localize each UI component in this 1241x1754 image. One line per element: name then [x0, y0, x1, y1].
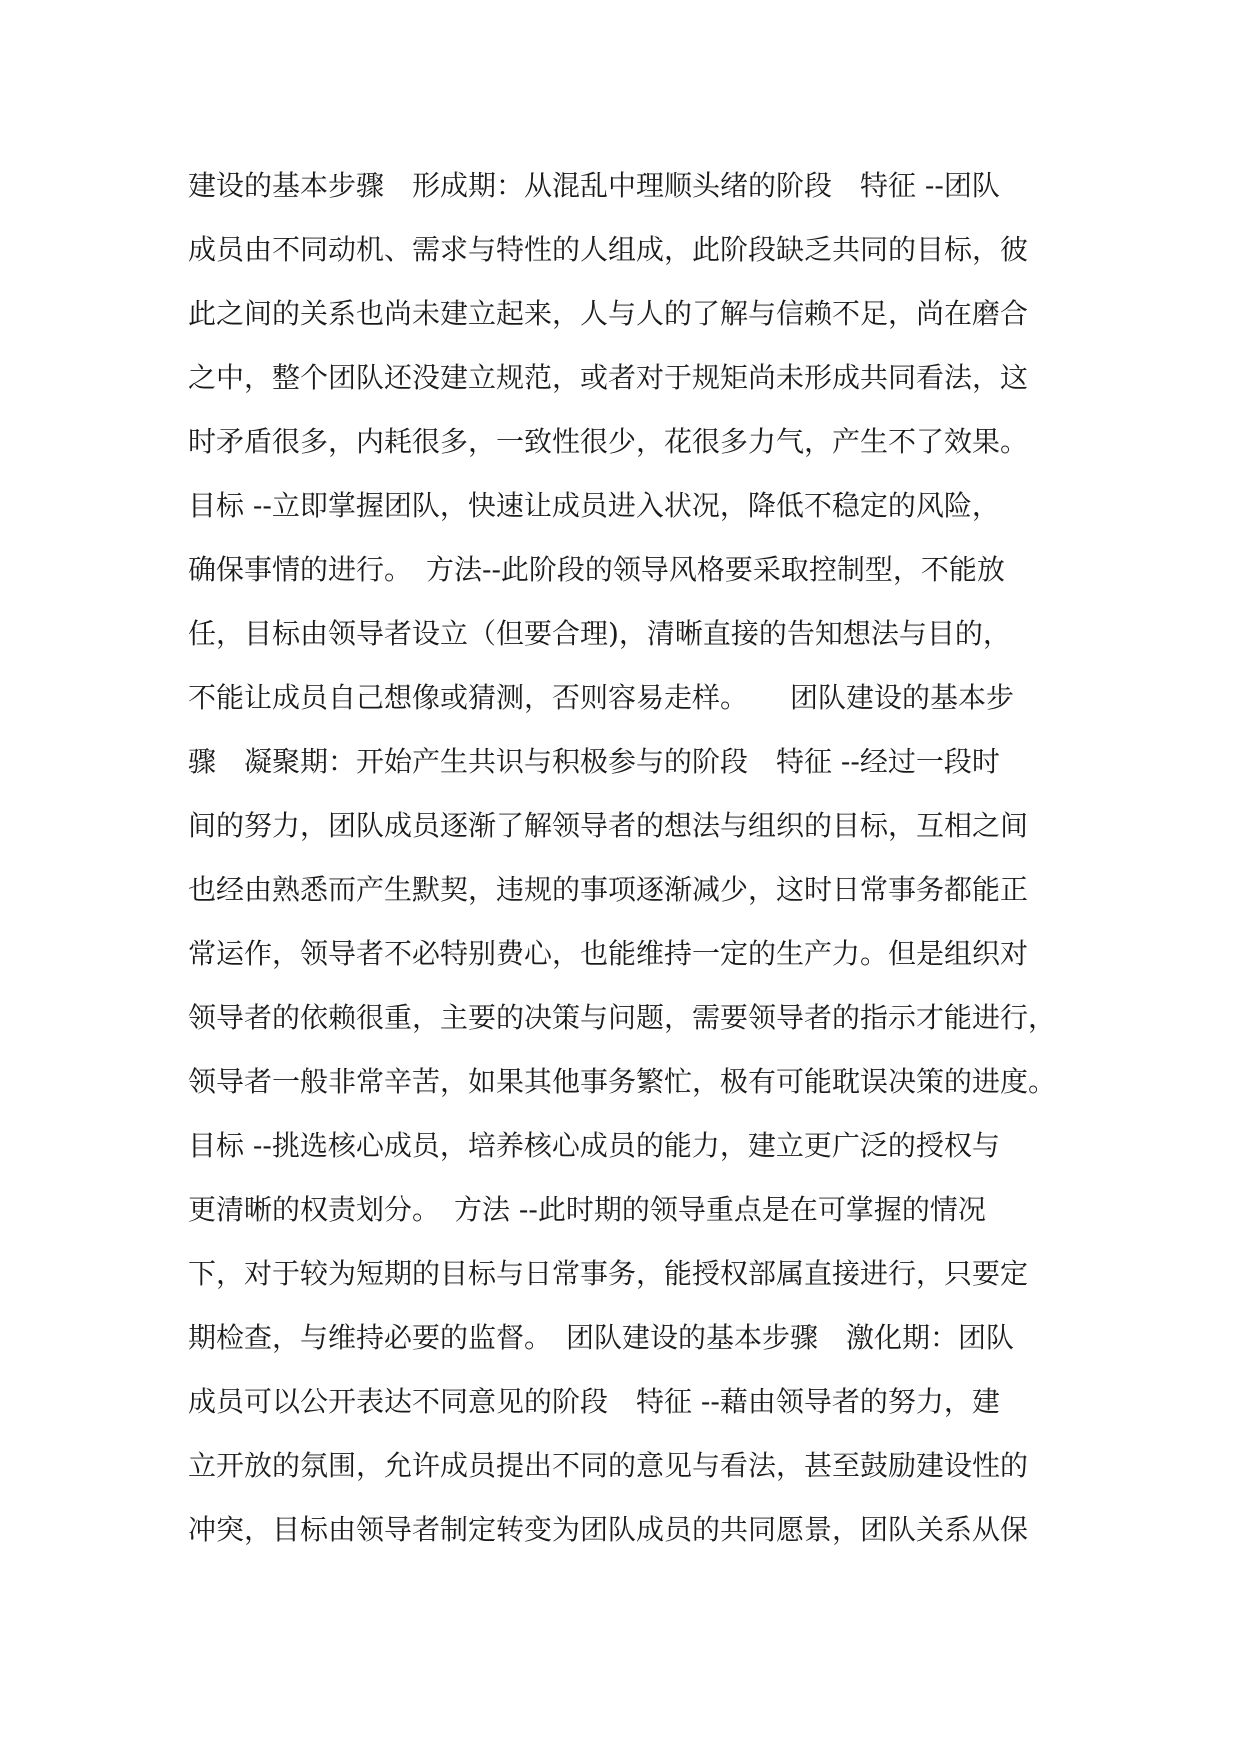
text-line: 成员可以公开表达不同意见的阶段 特征 --藉由领导者的努力，建	[188, 1385, 1000, 1418]
text-line: 成员由不同动机、需求与特性的人组成，此阶段缺乏共同的目标，彼	[188, 233, 1029, 266]
text-line: 建设的基本步骤 形成期：从混乱中理顺头绪的阶段 特征 --团队	[188, 169, 1000, 202]
text-line: 时矛盾很多，内耗很多，一致性很少，花很多力气，产生不了效果。	[188, 425, 1029, 458]
text-line: 确保事情的进行。 方法--此阶段的领导风格要采取控制型，不能放	[188, 553, 1005, 586]
text-line: 下，对于较为短期的目标与日常事务，能授权部属直接进行，只要定	[188, 1257, 1029, 1290]
text-line: 更清晰的权责划分。 方法 --此时期的领导重点是在可掌握的情况	[188, 1193, 986, 1226]
text-line: 冲突，目标由领导者制定转变为团队成员的共同愿景，团队关系从保	[188, 1513, 1029, 1546]
text-line: 立开放的氛围，允许成员提出不同的意见与看法，甚至鼓励建设性的	[188, 1449, 1029, 1482]
text-line: 骤 凝聚期：开始产生共识与积极参与的阶段 特征 --经过一段时	[188, 745, 1000, 778]
body-text	[188, 154, 1068, 1562]
text-line: 不能让成员自己想像或猜测，否则容易走样。 团队建设的基本步	[188, 681, 1015, 714]
text-line: 间的努力，团队成员逐渐了解领导者的想法与组织的目标，互相之间	[188, 809, 1029, 842]
text-line: 此之间的关系也尚未建立起来，人与人的了解与信赖不足，尚在磨合	[188, 297, 1029, 330]
text-line: 领导者的依赖很重，主要的决策与问题，需要领导者的指示才能进行，	[188, 1001, 1057, 1034]
text-line: 期检查，与维持必要的监督。 团队建设的基本步骤 激化期：团队	[188, 1321, 1015, 1354]
text-line: 之中，整个团队还没建立规范，或者对于规矩尚未形成共同看法，这	[188, 361, 1029, 394]
text-line: 目标 --立即掌握团队，快速让成员进入状况，降低不稳定的风险，	[188, 489, 1000, 522]
text-line: 领导者一般非常辛苦，如果其他事务繁忙，极有可能耽误决策的进度。	[188, 1065, 1057, 1098]
text-line: 也经由熟悉而产生默契，违规的事项逐渐减少，这时日常事务都能正	[188, 873, 1029, 906]
text-line: 常运作，领导者不必特别费心，也能维持一定的生产力。但是组织对	[188, 937, 1029, 970]
text-line: 任，目标由领导者设立（但要合理)，清晰直接的告知想法与目的，	[188, 617, 1011, 650]
text-line: 目标 --挑选核心成员，培养核心成员的能力，建立更广泛的授权与	[188, 1129, 1000, 1162]
